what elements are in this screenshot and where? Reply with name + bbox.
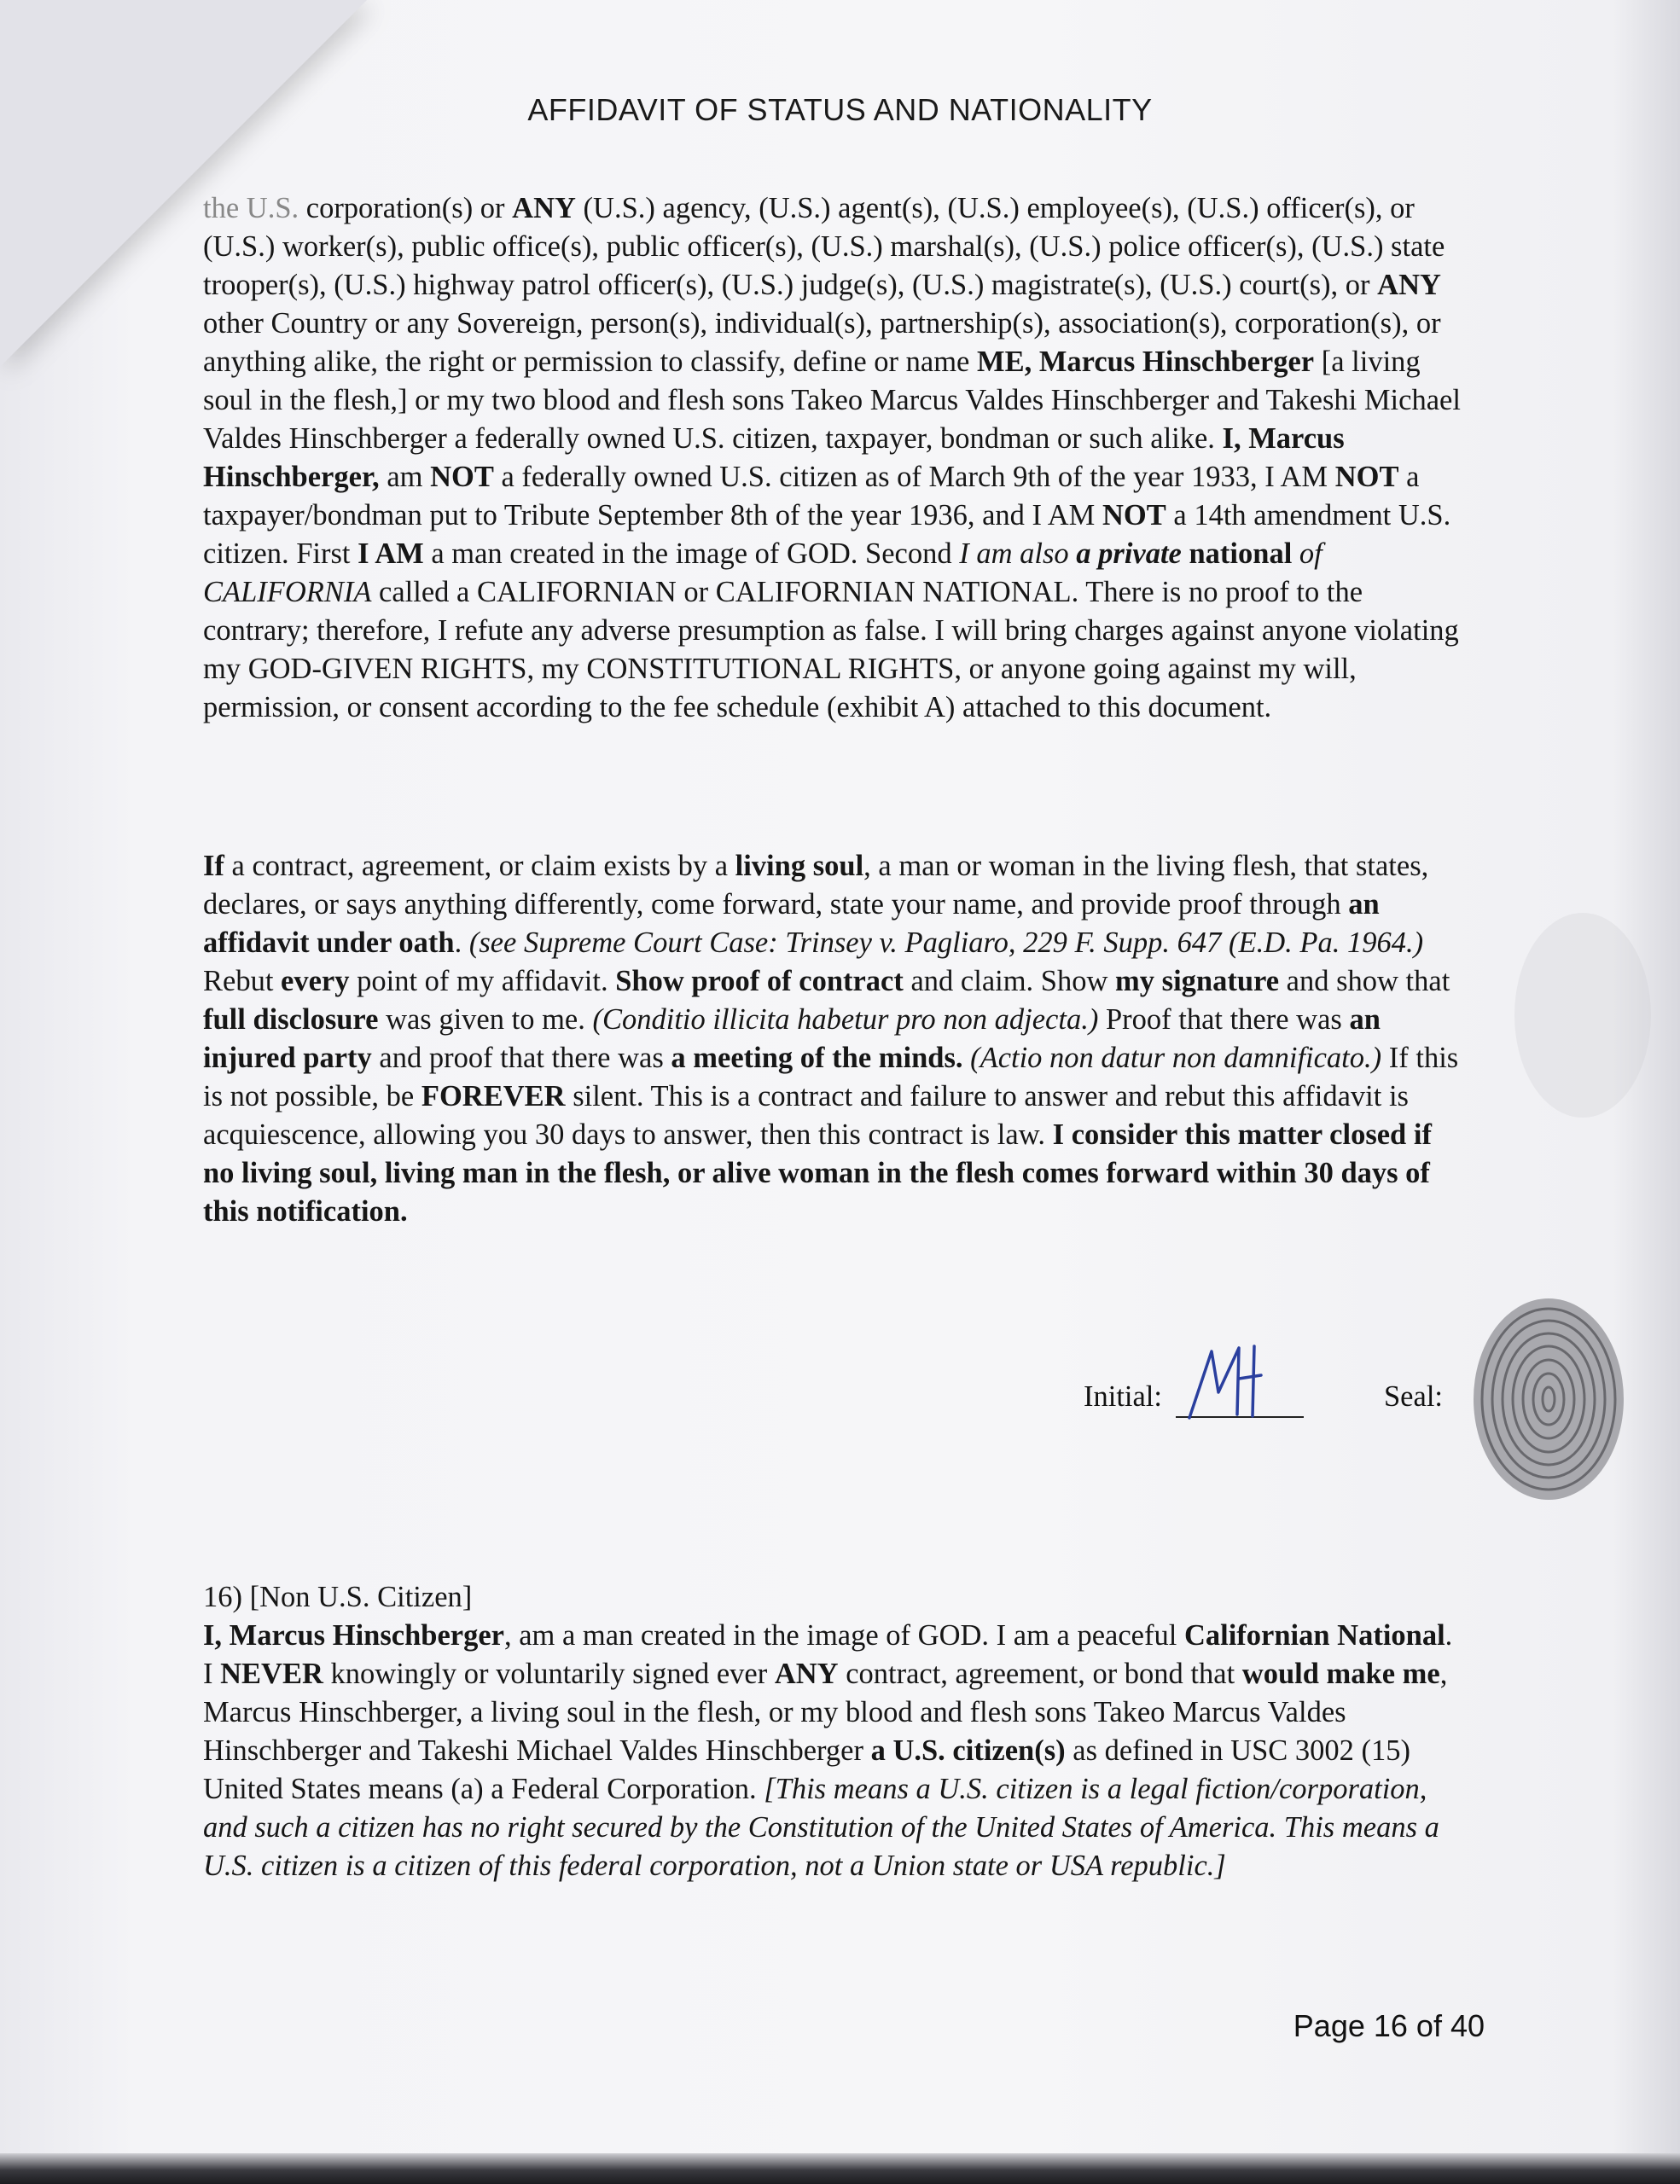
section-non-us-citizen: 16) [Non U.S. Citizen] I, Marcus Hinschberger, am a man created in the image of GOD. I am a peaceful Californian National. I NEVER knowingly or voluntarily signed ever ANY contract, agreement, or bond that would make me, Marcus Hinschberger, a living soul in the flesh, or my blood and flesh sons Takeo Marcus Valdes Hinschberger and Takeshi Michael Valdes Hinschberger a U.S. citizen(s) as defined in USC 3002 (15) United States means (a) a Federal Corporation. [This means a U.S. citizen is a legal fiction/corporation, and such a citizen has no right secured by the Constitution of the United States of America. This means a U.S. citizen is a citizen of this federal corporation, not a Union state or USA republic.] bbox=[203, 1578, 1466, 1885]
page-title: AFFIDAVIT OF STATUS AND NATIONALITY bbox=[527, 92, 1153, 127]
initial-label: Initial: bbox=[1084, 1380, 1162, 1413]
initial-seal-row bbox=[1084, 1356, 1476, 1425]
section-heading: 16) [Non U.S. Citizen] bbox=[203, 1581, 473, 1613]
paragraph-continued: the U.S. corporation(s) or ANY (U.S.) agency, (U.S.) agent(s), (U.S.) employee(s), (U.S.) officer(s), or (U.S.) worker(s), public office(s), public officer(s), (U.S.) marshal(s), (U.S.) police officer(s), (U.S.) state trooper(s), (U.S.) highway patrol officer(s), (U.S.) judge(s), (U.S.) magistrate(s), (U.S.) court(s), or ANY other Country or any Sovereign, person(s), individual(s), partnership(s), association(s), corporation(s), or anything alike, the right or permission to classify, define or name ME, Marcus Hinschberger [a living soul in the flesh,] or my two blood and flesh sons Takeo Marcus Valdes Hinschberger and Takeshi Michael Valdes Hinschberger a federally owned U.S. citizen, taxpayer, bondman or such alike. I, Marcus Hinschberger, am NOT a federally owned U.S. citizen as of March 9th of the year 1933, I AM NOT a taxpayer/bondman put to Tribute September 8th of the year 1936, and I AM NOT a 14th amendment U.S. citizen. First I AM a man created in the image of GOD. Second I am also a private national of CALIFORNIA called a CALIFORNIAN or CALIFORNIAN NATIONAL. There is no proof to the contrary; therefore, I refute any adverse presumption as false. I will bring charges against anyone violating my GOD-GIVEN RIGHTS, my CONSTITUTIONAL RIGHTS, or anyone going against my will, permission, or consent according to the fee schedule (exhibit A) attached to this document. bbox=[203, 192, 1461, 723]
seal-label: Seal: bbox=[1384, 1380, 1443, 1413]
page-number: Page 16 of 40 bbox=[1293, 2008, 1485, 2043]
fingerprint-seal-icon bbox=[1463, 1288, 1634, 1510]
scan-bottom-edge bbox=[0, 2153, 1680, 2184]
paragraph-rebuttal-terms: If a contract, agreement, or claim exists by a living soul, a man or woman in the living flesh, that states, declares, or says anything differently, come forward, state your name, and provide proof through an affidavit under oath. (see Supreme Court Case: Trinsey v. Pagliaro, 229 F. Supp. 647 (E.D. Pa. 1964.) Rebut every point of my affidavit. Show proof of contract and claim. Show my signature and show that full disclosure was given to me. (Conditio illicita habetur pro non adjecta.) Proof that there was an injured party and proof that there was a meeting of the minds. (Actio non datur non damnificato.) If this is not possible, be FOREVER silent. This is a contract and failure to answer and rebut this affidavit is acquiescence, allowing you 30 days to answer, then this contract is law. I consider this matter closed if no living soul, living man in the flesh, or alive woman in the flesh comes forward within 30 days of this notification. bbox=[203, 850, 1459, 1228]
fingerprint-shadow-icon bbox=[1510, 904, 1655, 1126]
handwritten-initial-mark bbox=[1186, 1341, 1280, 1422]
